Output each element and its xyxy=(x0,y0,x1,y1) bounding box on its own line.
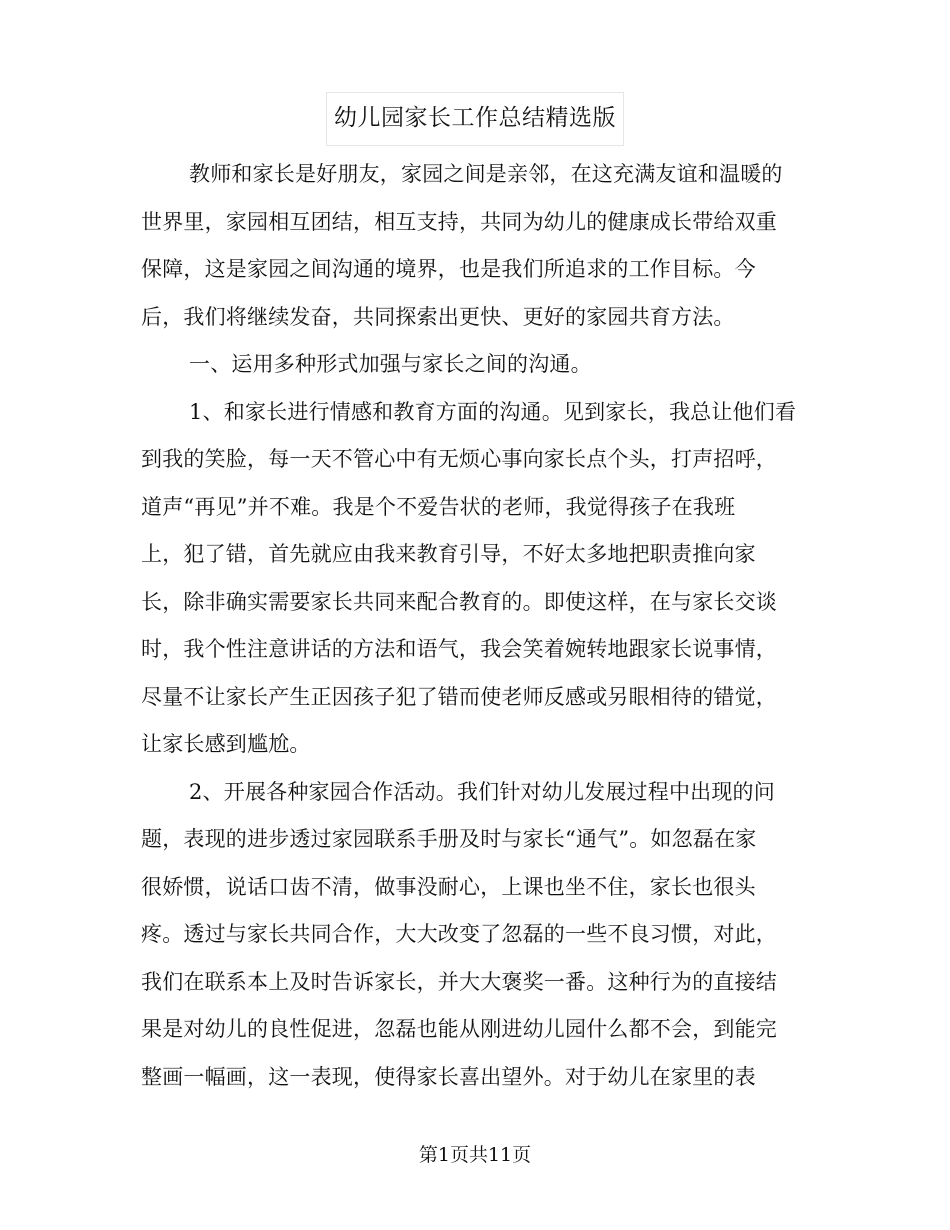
paragraph-line: 果是对幼儿的良性促进，忽磊也能从刚进幼儿园什么都不会，到能完 xyxy=(141,1017,777,1041)
paragraph-line: 保障，这是家园之间沟通的境界，也是我们所追求的工作目标。今 xyxy=(141,257,756,281)
paragraph-line: 我们在联系本上及时告诉家长，并大大褒奖一番。这种行为的直接结 xyxy=(141,969,777,994)
paragraph-line: 教师和家长是好朋友，家园之间是亲邻，在这充满友谊和温暖的 xyxy=(189,162,783,186)
document-body xyxy=(141,151,821,1101)
paragraph-line: 长，除非确实需要家长共同来配合教育的。即使这样，在与家长交谈 xyxy=(141,589,777,614)
paragraph-line: 题，表现的进步透过家园联系手册及时与家长“通气”。如忽磊在家 xyxy=(141,827,757,851)
document-title: 幼儿园家长工作总结精选版 xyxy=(334,105,616,131)
paragraph-line: 1、和家长进行情感和教育方面的沟通。见到家长，我总让他们看 xyxy=(189,399,797,424)
paragraph-line: 整画一幅画，这一表现，使得家长喜出望外。对于幼儿在家里的表 xyxy=(141,1064,756,1089)
paragraph-line: 上，犯了错，首先就应由我来教育引导，不好太多地把职责推向家 xyxy=(141,542,756,566)
page-number-footer: 第1页共11页 xyxy=(418,1144,532,1166)
paragraph-line: 世界里，家园相互团结，相互支持，共同为幼儿的健康成长带给双重 xyxy=(141,209,777,234)
paragraph-line: 很娇惯，说话口齿不清，做事没耐心，上课也坐不住，家长也很头 xyxy=(141,874,756,899)
paragraph-line: 后，我们将继续发奋，共同探索出更快、更好的家园共育方法。 xyxy=(141,304,735,329)
paragraph-line: 让家长感到尴尬。 xyxy=(141,732,311,756)
paragraph-line: 2、开展各种家园合作活动。我们针对幼儿发展过程中出现的问 xyxy=(189,779,775,804)
paragraph-line: 道声“再见”并不难。我是个不爱告状的老师，我觉得孩子在我班 xyxy=(141,494,736,519)
paragraph-line: 时，我个性注意讲话的方法和语气，我会笑着婉转地跟家长说事情， xyxy=(141,637,777,661)
section-heading: 一、运用多种形式加强与家长之间的沟通。 xyxy=(189,352,592,376)
paragraph-line: 疼。透过与家长共同合作，大大改变了忽磊的一些不良习惯，对此， xyxy=(141,922,777,946)
paragraph-line: 到我的笑脸，每一天不管心中有无烦心事向家长点个头，打声招呼， xyxy=(141,447,777,471)
paragraph-line: 尽量不让家长产生正因孩子犯了错而使老师反感或另眼相待的错觉， xyxy=(141,684,777,709)
